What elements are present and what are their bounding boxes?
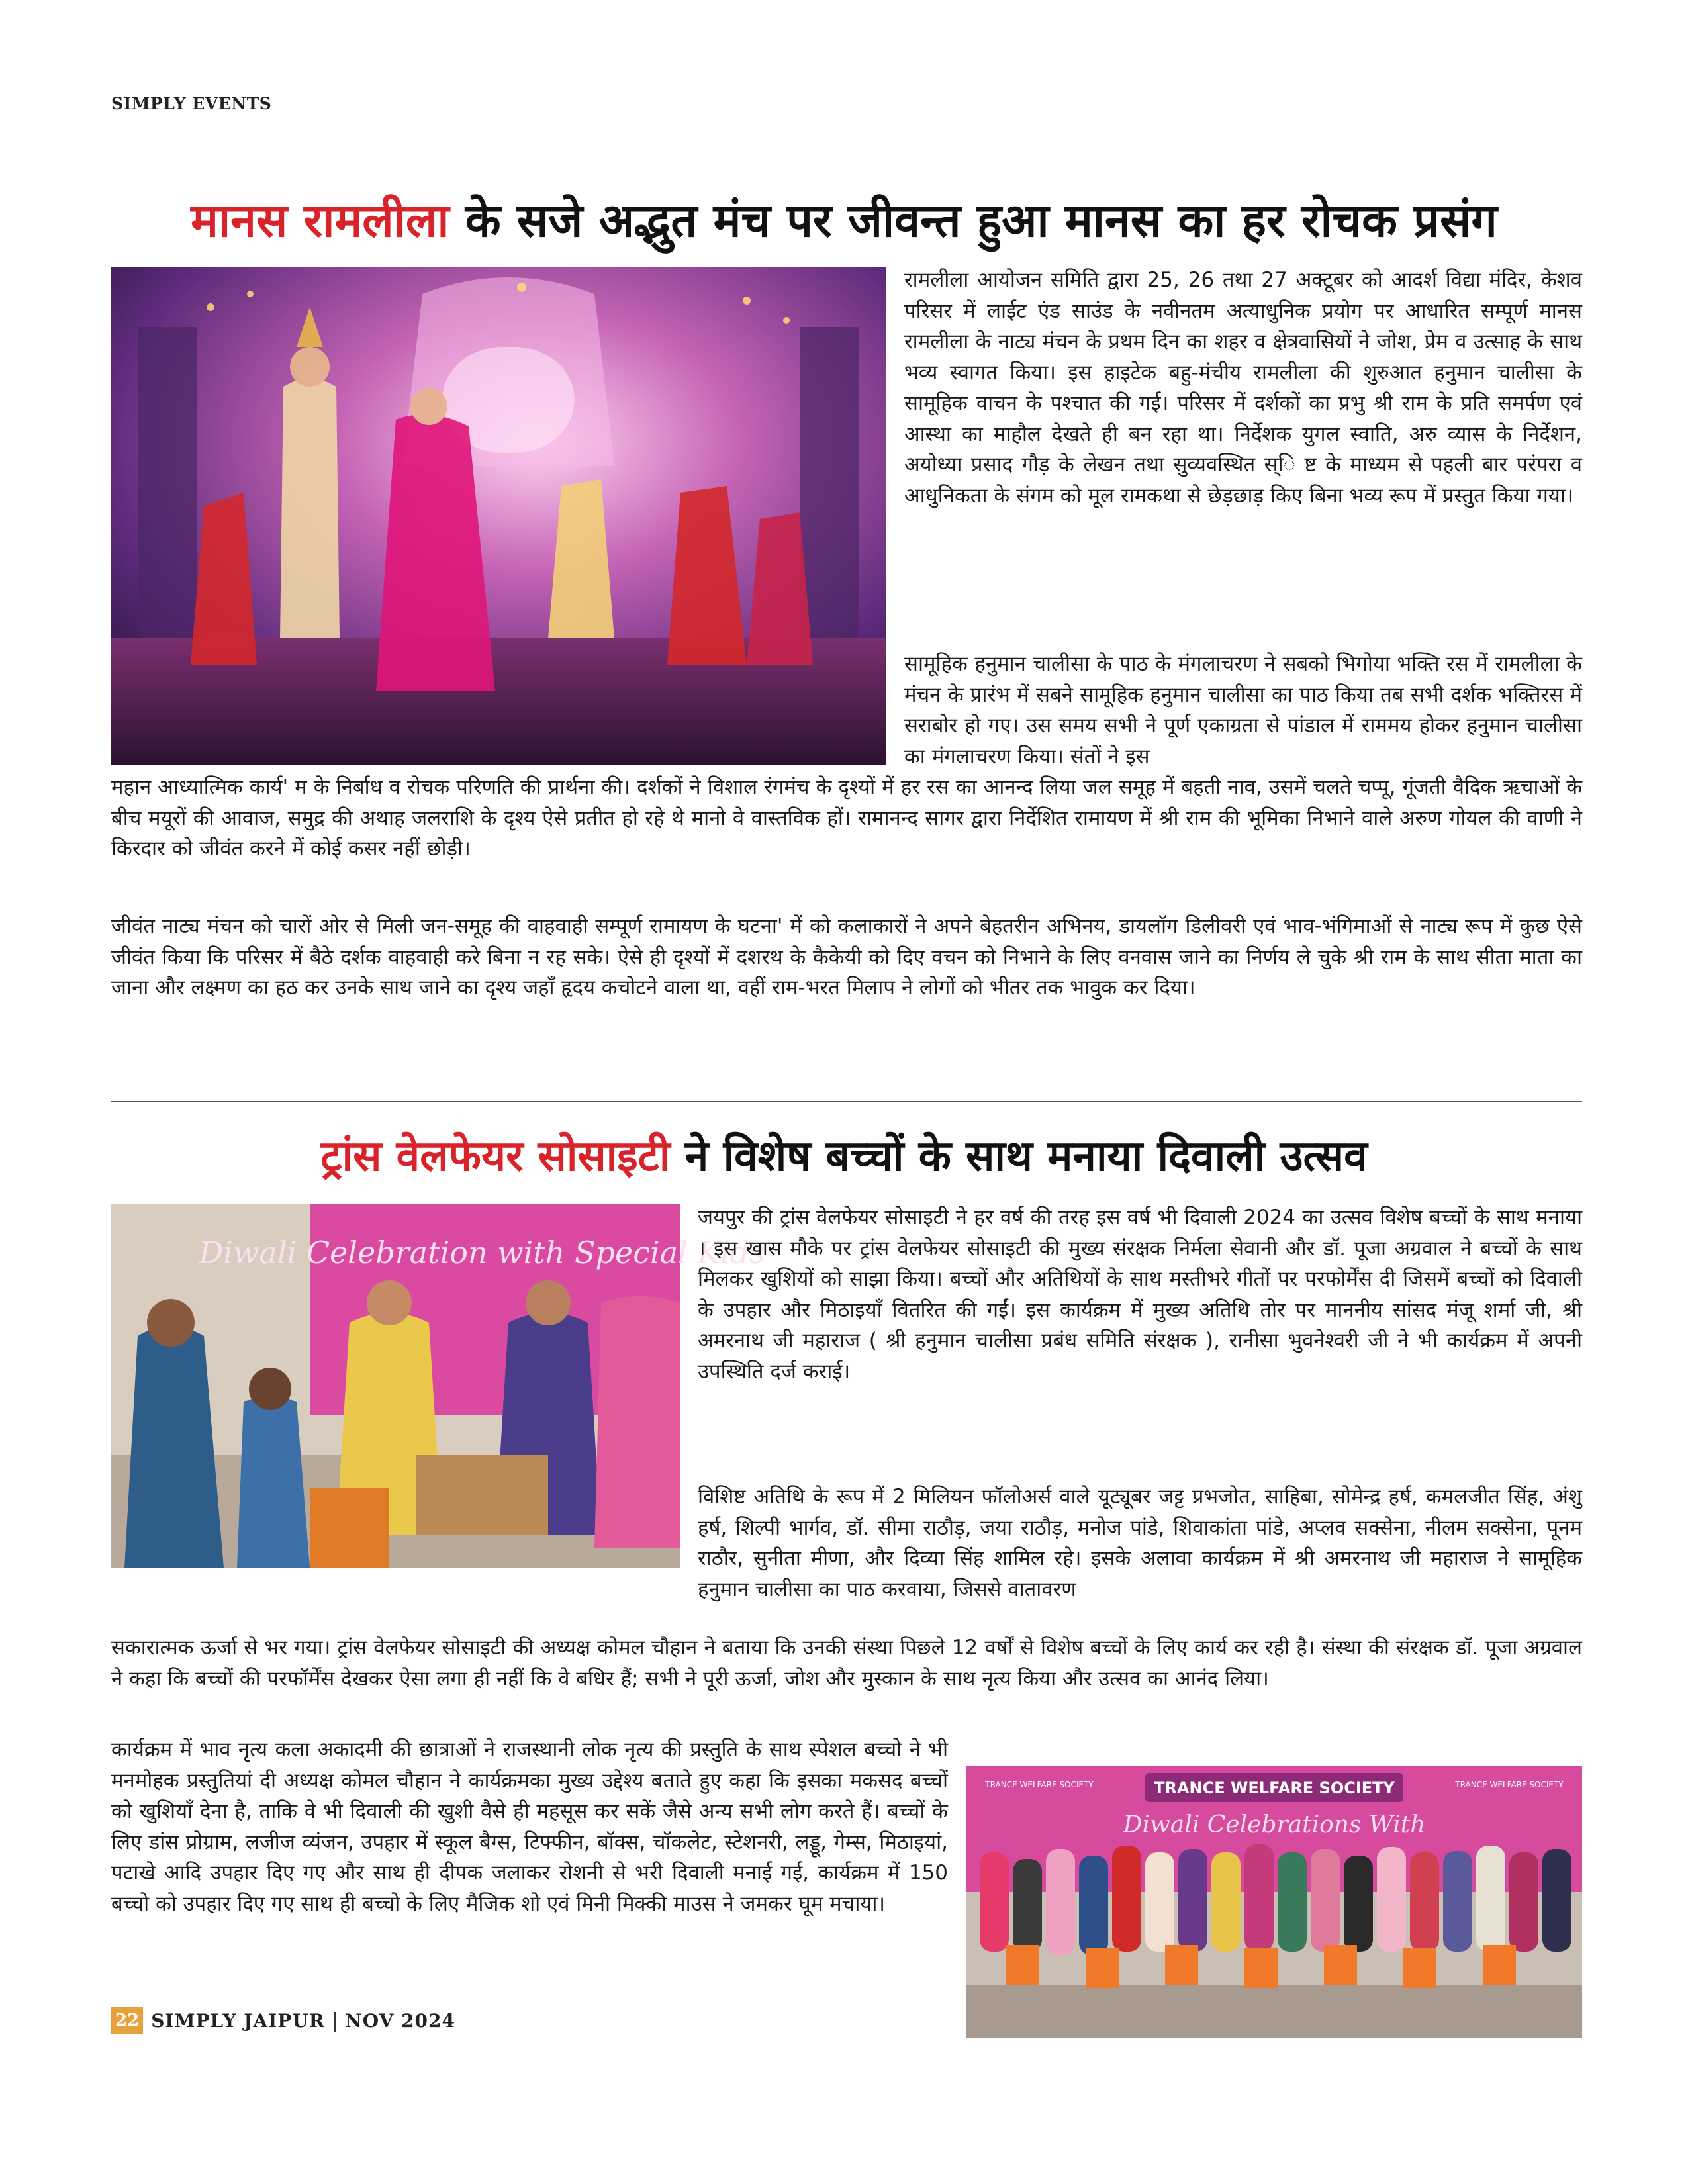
article-1-headline <box>99 187 1589 250</box>
article-2-para-2-full: सकारात्मक ऊर्जा से भर गया। ट्रांस वेलफेयर सोसाइटी की अध्यक्ष कोमल चौहान ने बताया कि उनकी संस्था पिछले 12 वर्षों से विशेष बच्चों के लिए कार्य कर रही है। संस्था की संरक्षक डॉ. पूजा अग्रवाल ने कहा कि बच्चों की परफॉर्मेंस देखकर ऐसा लगा ही नहीं कि वे बधिर हैं; सभी ने पूरी ऊर्जा, जोश और मुस्कान के साथ नृत्य किया और उत्सव का आनंद लिया। <box>111 1636 1582 1691</box>
banner-text: Diwali Celebration with Special Kids <box>199 1235 765 1270</box>
page-number: 22 <box>111 2007 143 2034</box>
diwali-children-photo <box>111 1204 765 1568</box>
article-1-para-2-full: महान आध्यात्मिक कार्य' म के निर्बाध व रोचक परिणति की प्रार्थना की। दर्शकों ने विशाल रंगमंच के दृश्यों में हर रस का आनन्द लिया जल समूह में बहती नाव, उसमें चलते चप्पू, गूंजती वैदिक ऋचाओं के बीच मयूरों की आवाज, समुद्र की अथाह जलराशि के दृश्य ऐसे प्रतीत हो रहे थे मानो वे वास्तविक हों। रामानन्द सागर द्वारा निर्देशित रामायण में श्री राम की भूमिका निभाने वाले अरुण गोयल की वाणी ने किरदार को जीवंत करने में कोई कसर नहीं छोड़ी। <box>111 775 1582 861</box>
article-2-headline-rest: ने विशेष बच्चों के साथ मनाया दिवाली उत्सव <box>684 1132 1368 1181</box>
article-1-headline-red: मानस रामलीला <box>191 193 449 248</box>
publication-name: SIMPLY JAIPUR <box>151 2009 325 2032</box>
article-2-headline <box>99 1125 1589 1183</box>
banner-logo-right: TRANCE WELFARE SOCIETY <box>1455 1780 1564 1789</box>
article-1-para-1: रामलीला आयोजन समिति द्वारा 25, 26 तथा 27 अक्टूबर को आदर्श विद्या मंदिर, केशव परिसर में लाईट एंड साउंड के नवीनतम अत्याधुनिक प्रयोग पर आधारित सम्पूर्ण मानस रामलीला के नाट्य मंचन के प्रथम दिन का शहर व क्षेत्रवासियों ने जोश, प्रेम व उत्साह के साथ भव्य स्वागत किया। इस हाइटेक बहु-मंचीय रामलीला की शुरुआत हनुमान चालीसा के सामूहिक वाचन के पश्चात की गई। परिसर में दर्शकों का प्रभु श्री राम के प्रति समर्पण एवं आस्था का माहौल देखते ही बन रहा था। निर्देशक युगल स्वाति, अरु व्यास के निर्देशन, अयोध्या प्रसाद गौड़ के लेखन तथा सुव्यवस्थित स्ि ष्ट के माध्यम से पहली बार परंपरा व आधुनिकता के संगम को मूल रामकथा से छेड़छाड़ किए बिना भव्य रूप में प्रस्तुत किया गया। <box>904 268 1582 508</box>
article-divider <box>111 1101 1582 1102</box>
section-label: SIMPLY EVENTS <box>111 94 272 113</box>
group-photo <box>966 1766 1582 2038</box>
article-2-para-1: जयपुर की ट्रांस वेलफेयर सोसाइटी ने हर वर्ष की तरह इस वर्ष भी दिवाली 2024 का उत्सव विशेष बच्चों के साथ मनाया । इस खास मौके पर ट्रांस वेलफेयर सोसाइटी की मुख्य संरक्षक निर्मला सेवानी और डॉ. पूजा अग्रवाल ने बच्चों के साथ मिलकर खुशियों को साझा किया। बच्चों और अतिथियों के साथ मस्तीभरे गीतों पर परफोर्मेंस दी जिसमें बच्चों को दिवाली के उपहार और मिठाइयाँ वितरित की गईं। इस कार्यक्रम में मुख्य अतिथि तोर पर माननीय सांसद मंजू शर्मा जी, श्री अमरनाथ जी महाराज ( श्री हनुमान चालीसा प्रबंध समिति संरक्षक ), रानीसा भुवनेश्वरी जी ने भी कार्यक्रम में अपनी उपस्थिति दर्ज कराई। <box>698 1206 1582 1384</box>
article-1-para-2-side: सामूहिक हनुमान चालीसा के पाठ के मंगलाचरण ने सबको भिगोया भक्ति रस में रामलीला के मंचन के प्रारंभ में सबने सामूहिक हनुमान चालीसा का पाठ किया तब सभी दर्शक भक्तिरस में सराबोर हो गए। उस समय सभी ने पूर्ण एकाग्रता से पांडाल में राममय होकर हनुमान चालीसा का मंगलाचरण किया। संतों ने इस <box>904 652 1582 769</box>
article-2-para-2-side: विशिष्ट अतिथि के रूप में 2 मिलियन फॉलोअर्स वाले यूट्यूबर जट्ट प्रभजोत, साहिबा, सोमेन्द्र हर्ष, कमलजीत सिंह, अंशु हर्ष, शिल्पी भार्गव, डॉ. सीमा राठौड़, जया राठौड़, मनोज पांडे, शिवाकांता पांडे, अप्लव सक्सेना, नीलम सक्सेना, पूनम राठौर, सुनीता मीणा, और दिव्या सिंह शामिल रहे। इसके अलावा कार्यक्रम में श्री अमरनाथ जी महाराज ने सामूहिक हनुमान चालीसा का पाठ करवाया, जिससे वातावरण <box>698 1485 1582 1601</box>
issue-date: NOV 2024 <box>345 2009 456 2032</box>
footer-separator: | <box>332 2009 339 2032</box>
banner-title: TRANCE WELFARE SOCIETY <box>1154 1779 1395 1797</box>
article-2-headline-red: ट्रांस वेलफेयर सोसाइटी <box>320 1132 671 1181</box>
article-2-para-3: कार्यक्रम में भाव नृत्य कला अकादमी की छात्राओं ने राजस्थानी लोक नृत्य की प्रस्तुति के साथ स्पेशल बच्चो ने भी मनमोहक प्रस्तुतियां दी अध्यक्ष कोमल चौहान ने कार्यक्रमका मुख्य उद्देश्य बताते हुए कहा कि इसका मकसद बच्चों को खुशियाँ देना है, ताकि वे भी दिवाली की खुशी वैसे ही महसूस कर सकें जैसे अन्य सभी लोग करते हैं। बच्चों के लिए डांस प्रोग्राम, लजीज व्यंजन, उपहार में स्कूल बैग्स, टिफ्फीन, बॉक्स, चॉकलेट, स्टेशनरी, लड्डू, गेम्स, मिठाइयां, पटाखे आदि उपहार दिए गए और साथ ही दीपक जलाकर रोशनी से भरी दिवाली मनाई गई, कार्यक्रम में 150 बच्चो को उपहार दिए गए साथ ही बच्चो के लिए मैजिक शो एवं मिनी मिक्की माउस ने जमकर घूम मचाया। <box>111 1738 948 1916</box>
article-1-para-3: जीवंत नाट्य मंचन को चारों ओर से मिली जन-समूह की वाहवाही सम्पूर्ण रामायण के घटना' में को कलाकारों ने अपने बेहतरीन अभिनय, डायलॉग डिलीवरी एवं भाव-भंगिमाओं से नाट्य रूप में कुछ ऐसे जीवंत किया कि परिसर में बैठे दर्शक वाहवाही करे बिना न रह सके। ऐसे ही दृश्यों में दशरथ के कैकेयी को दिए वचन को निभाने के लिए वनवास जाने का निर्णय ले चुके श्री राम के साथ सीता माता का जाना और लक्ष्मण का हठ कर उनके साथ जाने का दृश्य जहाँ हृदय कचोटने वाला था, वहीं राम-भरत मिलाप ने लोगों को भीतर तक भावुक कर दिया। <box>111 914 1582 1000</box>
ramleela-stage-photo <box>111 267 886 765</box>
article-1-headline-rest: के सजे अद्भुत मंच पर जीवन्त हुआ मानस का हर रोचक प्रसंग <box>465 193 1497 248</box>
banner-subtitle: Diwali Celebrations With <box>1123 1811 1426 1838</box>
banner-logo-left: TRANCE WELFARE SOCIETY <box>985 1780 1094 1789</box>
page-footer <box>111 2006 455 2035</box>
